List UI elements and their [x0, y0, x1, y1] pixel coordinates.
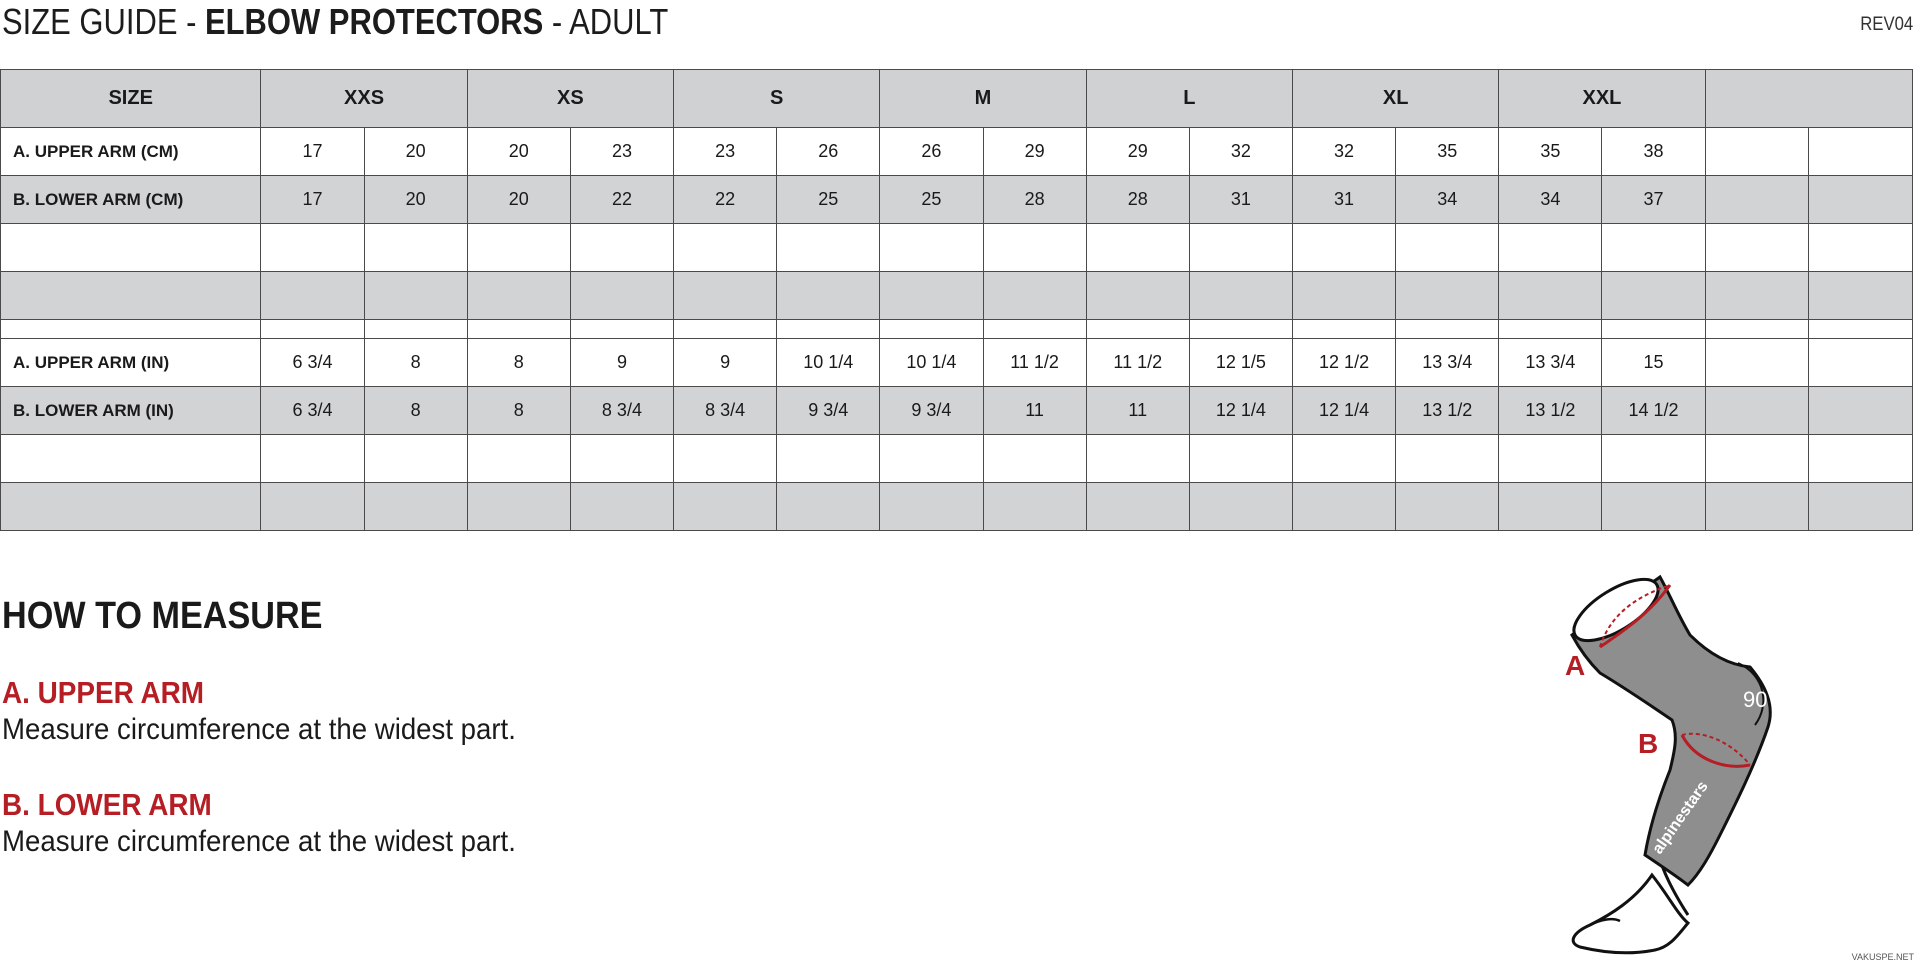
table-row — [1, 224, 1913, 272]
upper-arm-title: A. UPPER ARM — [2, 675, 205, 710]
table-cell — [880, 320, 983, 339]
row-label: B. LOWER ARM (CM) — [1, 176, 261, 224]
table-cell: 17 — [261, 128, 364, 176]
table-row — [1, 387, 1913, 435]
title-prefix: SIZE GUIDE - — [2, 1, 205, 42]
table-cell — [1808, 339, 1912, 387]
table-cell — [261, 320, 364, 339]
size-header-xl: XL — [1292, 70, 1498, 128]
table-cell: 10 1/4 — [880, 339, 983, 387]
table-cell: 20 — [467, 176, 570, 224]
table-cell — [1499, 224, 1602, 272]
table-cell — [1602, 272, 1705, 320]
table-cell: 37 — [1602, 176, 1705, 224]
table-cell — [983, 435, 1086, 483]
table-cell — [674, 435, 777, 483]
watermark: VAKUSPE.NET — [1851, 952, 1914, 962]
table-cell: 8 — [364, 387, 467, 435]
table-cell — [1808, 320, 1912, 339]
table-cell: 11 — [1086, 387, 1189, 435]
lower-arm-section — [2, 786, 561, 860]
table-cell — [1189, 483, 1292, 531]
table-cell — [674, 272, 777, 320]
table-cell — [570, 483, 673, 531]
table-cell: 35 — [1396, 128, 1499, 176]
table-cell: 22 — [674, 176, 777, 224]
table-cell — [1705, 483, 1808, 531]
table-cell — [674, 320, 777, 339]
table-cell — [1705, 272, 1808, 320]
table-cell: 20 — [467, 128, 570, 176]
table-cell: 23 — [674, 128, 777, 176]
table-cell: 25 — [777, 176, 880, 224]
table-cell — [1292, 435, 1395, 483]
size-header-blank — [1705, 70, 1912, 128]
table-cell: 29 — [983, 128, 1086, 176]
table-cell — [261, 435, 364, 483]
table-cell — [674, 224, 777, 272]
table-cell — [1292, 272, 1395, 320]
upper-arm-section — [2, 674, 561, 748]
size-header-row — [1, 70, 1913, 128]
label-b: B — [1638, 728, 1659, 759]
table-cell — [1292, 483, 1395, 531]
table-cell: 8 3/4 — [674, 387, 777, 435]
table-cell: 34 — [1396, 176, 1499, 224]
table-row — [1, 320, 1913, 339]
table-cell: 6 3/4 — [261, 339, 364, 387]
table-cell: 26 — [880, 128, 983, 176]
table-cell — [1396, 435, 1499, 483]
table-cell: 9 — [570, 339, 673, 387]
row-label: A. UPPER ARM (CM) — [1, 128, 261, 176]
table-cell — [1396, 483, 1499, 531]
table-cell: 20 — [364, 176, 467, 224]
table-cell — [777, 224, 880, 272]
row-label: A. UPPER ARM (IN) — [1, 339, 261, 387]
table-cell — [1086, 320, 1189, 339]
table-cell — [1396, 224, 1499, 272]
table-cell — [570, 272, 673, 320]
table-cell — [364, 483, 467, 531]
table-row — [1, 435, 1913, 483]
table-cell — [1705, 128, 1808, 176]
table-cell: 11 1/2 — [1086, 339, 1189, 387]
table-cell — [1499, 320, 1602, 339]
table-cell — [880, 224, 983, 272]
table-cell — [261, 272, 364, 320]
row-label: B. LOWER ARM (IN) — [1, 387, 261, 435]
brand-logo-icon: alpinestars — [1649, 778, 1712, 858]
table-cell: 22 — [570, 176, 673, 224]
table-cell — [1602, 435, 1705, 483]
table-cell: 20 — [364, 128, 467, 176]
table-cell — [777, 483, 880, 531]
table-cell: 9 3/4 — [777, 387, 880, 435]
table-cell: 28 — [983, 176, 1086, 224]
angle-label: 90° — [1743, 687, 1777, 712]
table-cell: 32 — [1189, 128, 1292, 176]
table-cell — [570, 320, 673, 339]
table-cell — [983, 320, 1086, 339]
size-header-xxl: XXL — [1499, 70, 1705, 128]
table-cell: 11 1/2 — [983, 339, 1086, 387]
table-cell — [1499, 483, 1602, 531]
table-cell — [1808, 224, 1912, 272]
lower-arm-instruction: Measure circumference at the widest part. — [2, 825, 516, 858]
table-cell: 9 — [674, 339, 777, 387]
table-cell — [983, 224, 1086, 272]
table-cell: 29 — [1086, 128, 1189, 176]
table-row — [1, 483, 1913, 531]
table-cell — [777, 435, 880, 483]
table-cell: 8 — [467, 387, 570, 435]
table-cell — [880, 483, 983, 531]
table-cell — [1086, 224, 1189, 272]
table-cell: 17 — [261, 176, 364, 224]
table-cell — [1705, 320, 1808, 339]
table-cell — [1602, 483, 1705, 531]
table-cell: 12 1/4 — [1292, 387, 1395, 435]
table-cell: 10 1/4 — [777, 339, 880, 387]
table-cell: 13 3/4 — [1396, 339, 1499, 387]
size-header-l: L — [1086, 70, 1292, 128]
table-cell — [983, 272, 1086, 320]
table-cell — [983, 483, 1086, 531]
table-cell: 13 3/4 — [1499, 339, 1602, 387]
table-cell — [880, 435, 983, 483]
table-cell — [261, 483, 364, 531]
size-header-s: S — [674, 70, 880, 128]
table-cell — [1499, 435, 1602, 483]
table-cell — [1292, 320, 1395, 339]
elbow-protector-illustration — [1560, 555, 1850, 965]
title-suffix: - ADULT — [543, 1, 669, 42]
label-a: A — [1565, 650, 1586, 681]
row-label — [1, 224, 261, 272]
table-cell — [777, 272, 880, 320]
table-cell: 8 3/4 — [570, 387, 673, 435]
table-cell — [1705, 176, 1808, 224]
table-cell — [1705, 387, 1808, 435]
table-cell — [467, 320, 570, 339]
row-label — [1, 483, 261, 531]
table-cell — [570, 224, 673, 272]
table-cell — [261, 224, 364, 272]
table-row — [1, 128, 1913, 176]
table-cell: 34 — [1499, 176, 1602, 224]
table-cell: 28 — [1086, 176, 1189, 224]
table-cell — [1808, 435, 1912, 483]
table-cell — [570, 435, 673, 483]
table-cell — [1189, 320, 1292, 339]
table-cell — [364, 224, 467, 272]
table-cell — [1086, 272, 1189, 320]
table-cell — [467, 272, 570, 320]
table-row — [1, 339, 1913, 387]
table-cell — [1808, 483, 1912, 531]
how-to-measure — [2, 592, 516, 858]
table-cell: 35 — [1499, 128, 1602, 176]
table-cell — [880, 272, 983, 320]
table-cell — [467, 224, 570, 272]
table-cell — [1808, 387, 1912, 435]
table-cell — [674, 483, 777, 531]
table-cell — [1499, 272, 1602, 320]
table-cell: 14 1/2 — [1602, 387, 1705, 435]
table-cell — [1808, 272, 1912, 320]
size-header-xs: XS — [467, 70, 673, 128]
table-cell — [1705, 224, 1808, 272]
table-cell — [1086, 483, 1189, 531]
table-cell: 31 — [1189, 176, 1292, 224]
table-cell: 9 3/4 — [880, 387, 983, 435]
table-cell — [1808, 176, 1912, 224]
table-cell — [1396, 272, 1499, 320]
table-cell: 12 1/2 — [1292, 339, 1395, 387]
table-cell — [1189, 224, 1292, 272]
size-header-m: M — [880, 70, 1086, 128]
table-cell: 26 — [777, 128, 880, 176]
table-row — [1, 272, 1913, 320]
page-title — [2, 0, 668, 44]
table-cell: 25 — [880, 176, 983, 224]
table-cell: 8 — [467, 339, 570, 387]
table-cell — [467, 483, 570, 531]
table-cell — [1602, 224, 1705, 272]
table-cell: 8 — [364, 339, 467, 387]
row-label — [1, 435, 261, 483]
table-cell: 38 — [1602, 128, 1705, 176]
table-cell — [1808, 128, 1912, 176]
table-cell — [364, 320, 467, 339]
table-cell: 31 — [1292, 176, 1395, 224]
table-cell: 12 1/4 — [1189, 387, 1292, 435]
table-cell: 11 — [983, 387, 1086, 435]
size-table — [0, 69, 1913, 531]
table-cell — [1292, 224, 1395, 272]
table-cell: 15 — [1602, 339, 1705, 387]
table-row — [1, 176, 1913, 224]
table-cell — [1189, 272, 1292, 320]
revision-code: REV04 — [1860, 14, 1913, 35]
table-cell: 13 1/2 — [1396, 387, 1499, 435]
row-label — [1, 272, 261, 320]
upper-arm-instruction: Measure circumference at the widest part. — [2, 713, 516, 746]
table-cell: 13 1/2 — [1499, 387, 1602, 435]
size-header-xxs: XXS — [261, 70, 467, 128]
table-cell — [1396, 320, 1499, 339]
size-header-label: SIZE — [1, 70, 261, 128]
table-cell: 32 — [1292, 128, 1395, 176]
table-cell: 6 3/4 — [261, 387, 364, 435]
table-cell: 12 1/5 — [1189, 339, 1292, 387]
table-cell — [1705, 435, 1808, 483]
table-cell: 23 — [570, 128, 673, 176]
title-product: ELBOW PROTECTORS — [204, 1, 544, 42]
lower-arm-title: B. LOWER ARM — [2, 787, 212, 822]
row-label — [1, 320, 261, 339]
table-cell — [467, 435, 570, 483]
table-cell — [1086, 435, 1189, 483]
table-cell — [777, 320, 880, 339]
table-cell — [364, 435, 467, 483]
table-cell — [1705, 339, 1808, 387]
how-to-measure-heading: HOW TO MEASURE — [2, 595, 323, 637]
table-cell — [1189, 435, 1292, 483]
table-cell — [1602, 320, 1705, 339]
table-cell — [364, 272, 467, 320]
